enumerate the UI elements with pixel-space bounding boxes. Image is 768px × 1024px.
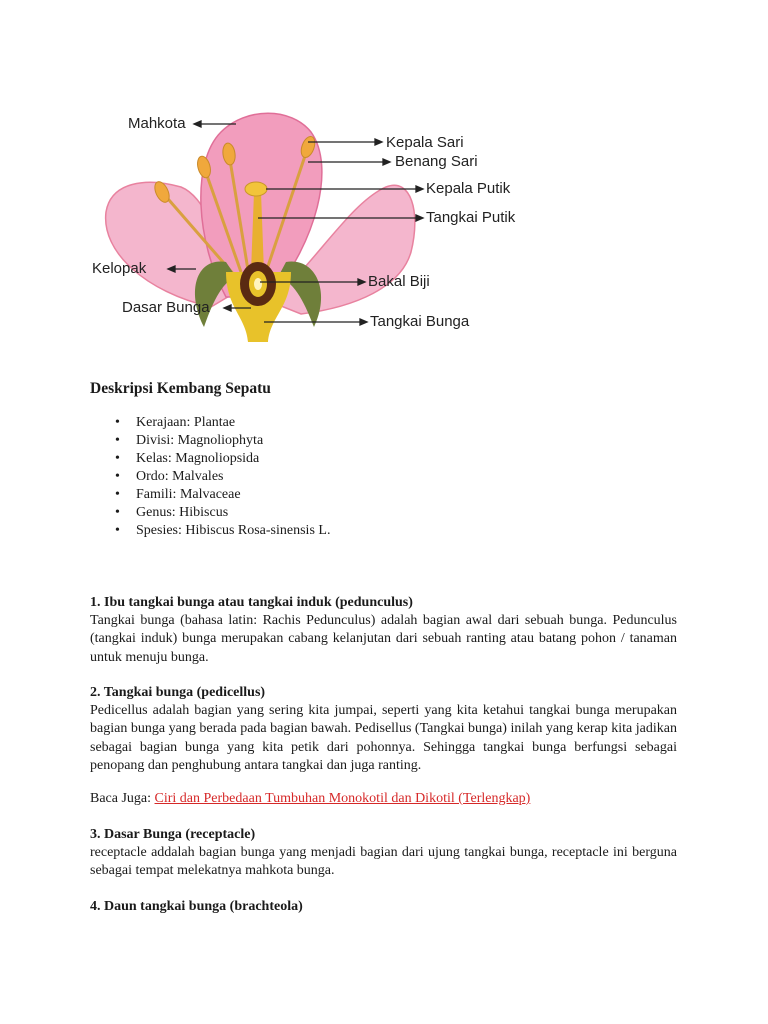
label-tangkai-putik: Tangkai Putik xyxy=(426,209,516,226)
section-body: receptacle addalah bagian bunga yang menjadi bagian dari ujung tangkai bunga, receptacle ini berguna sebagai tempat melekatnya mahkota bunga. xyxy=(90,845,677,879)
section-title: 4. Daun tangkai bunga (brachteola) xyxy=(90,899,303,914)
taxonomy-list xyxy=(90,414,330,540)
section-title: 2. Tangkai bunga (pedicellus) xyxy=(90,685,266,700)
label-kelopak: Kelopak xyxy=(92,260,147,277)
list-item: • Ordo: Malvales xyxy=(90,468,330,486)
list-item: • Famili: Malvaceae xyxy=(90,486,330,504)
section-title: 1. Ibu tangkai bunga atau tangkai induk (pedunculus) xyxy=(90,595,413,610)
list-item: • Kelas: Magnoliopsida xyxy=(90,450,330,468)
label-kepala-sari: Kepala Sari xyxy=(386,134,464,151)
section-body: Pedicellus adalah bagian yang sering kita jumpai, seperti yang kita ketahui tangkai bunga merupakan bagian bunga yang berada pada bagian bawah. Pedisellus (Tangkai bunga) inilah yang kerap kita jadikan sebagai bagian bunga yang kita petik dari pohonnya. Sehingga tangkai bunga berfungsi sebagai penopang dan penghubung antara tangkai dan juga ranting. xyxy=(90,703,677,773)
section-heading: Deskripsi Kembang Sepatu xyxy=(90,380,271,397)
section-brachteola xyxy=(90,898,677,916)
label-tangkai-bunga: Tangkai Bunga xyxy=(370,313,470,330)
read-also-link[interactable]: Ciri dan Perbedaan Tumbuhan Monokotil dan Dikotil (Terlengkap) xyxy=(154,791,531,806)
label-kepala-putik: Kepala Putik xyxy=(426,180,511,197)
section-receptacle xyxy=(90,826,677,881)
list-item: • Kerajaan: Plantae xyxy=(90,414,330,432)
list-item: • Divisi: Magnoliophyta xyxy=(90,432,330,450)
section-title: 3. Dasar Bunga (receptacle) xyxy=(90,827,256,842)
section-body: Tangkai bunga (bahasa latin: Rachis Pedunculus) adalah bagian awal dari sebuah bunga. Pedunculus (tangkai induk) bunga merupakan cabang kelanjutan dari sebuah ranting atau batang pohon / tanaman untuk menuju bunga. xyxy=(90,613,677,665)
read-also-prefix: Baca Juga: xyxy=(90,791,155,806)
list-item: • Spesies: Hibiscus Rosa-sinensis L. xyxy=(90,522,330,540)
list-item: • Genus: Hibiscus xyxy=(90,504,330,522)
read-also xyxy=(90,791,530,807)
label-benang-sari: Benang Sari xyxy=(395,153,478,170)
flower-anatomy-diagram xyxy=(86,92,526,342)
section-pedunculus xyxy=(90,594,677,667)
label-mahkota: Mahkota xyxy=(128,115,186,132)
label-bakal-biji: Bakal Biji xyxy=(368,273,430,290)
label-dasar-bunga: Dasar Bunga xyxy=(122,299,210,316)
section-pedicellus xyxy=(90,684,677,775)
